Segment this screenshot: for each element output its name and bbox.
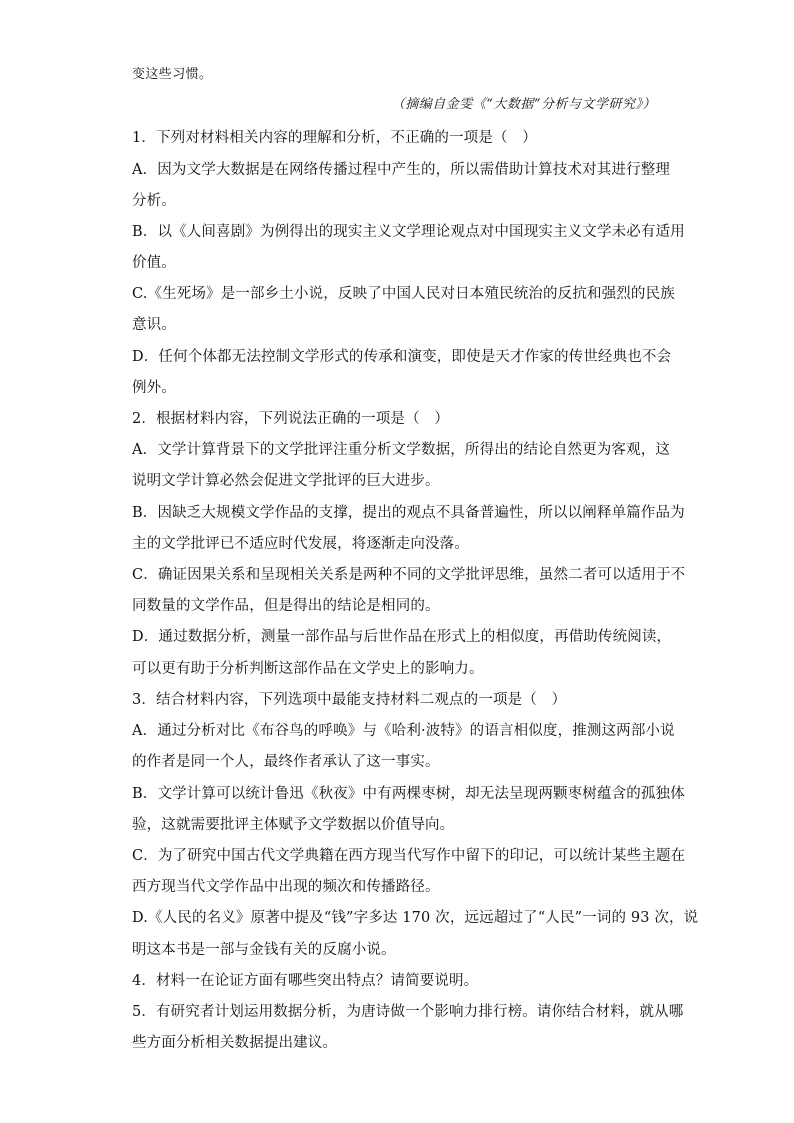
question-1-stem: 1．下列对材料相关内容的理解和分析，不正确的一项是（ ） [132, 130, 537, 146]
question-4-stem: 4．材料一在论证方面有哪些突出特点？请简要说明。 [132, 973, 479, 989]
question-1-option-d: D．任何个体都无法控制文学形式的传承和演变，即使是天才作家的传世经典也不会 [132, 349, 672, 365]
intro-fragment: 变这些习惯。 [132, 67, 213, 82]
question-1-option-a: A．因为文学大数据是在网络传播过程中产生的，所以需借助计算技术对其进行整理 [132, 162, 671, 178]
question-5-stem-cont: 些方面分析相关数据提出建议。 [132, 1035, 338, 1051]
question-1-option-b-cont: 价值。 [132, 255, 176, 271]
question-2-option-d: D．通过数据分析，测量一部作品与后世作品在形式上的相似度，再借助传统阅读， [132, 629, 672, 645]
question-3-option-d-cont: 明这本书是一部与金钱有关的反腐小说。 [132, 942, 396, 958]
question-1-option-a-cont: 分析。 [132, 193, 176, 209]
question-2-option-a-cont: 说明文学计算必然会促进文学批评的巨大进步。 [132, 473, 440, 489]
question-1-option-c-cont: 意识。 [132, 317, 176, 333]
question-2-option-c: C．确证因果关系和呈现相关关系是两种不同的文学批评思维，虽然二者可以适用于不 [132, 567, 686, 583]
question-1-option-c: C.《生死场》是一部乡土小说，反映了中国人民对日本殖民统治的反抗和强烈的民族 [132, 286, 675, 302]
question-3-option-c-cont: 西方现当代文学作品中出现的频次和传播路径。 [132, 879, 440, 895]
question-2-option-d-cont: 可以更有助于分析判断这部作品在文学史上的影响力。 [132, 661, 484, 677]
question-1-option-d-cont: 例外。 [132, 380, 176, 396]
question-3-option-a-cont: 的作者是同一个人，最终作者承认了这一事实。 [132, 754, 440, 770]
question-3-option-a: A．通过分析对比《布谷鸟的呼唤》与《哈利·波特》的语言相似度，推测这两部小说 [132, 723, 675, 739]
question-3-stem: 3．结合材料内容，下列选项中最能支持材料二观点的一项是（ ） [132, 692, 567, 708]
question-2-option-b-cont: 主的文学批评已不适应时代发展，将逐渐走向没落。 [132, 536, 469, 552]
question-2-stem: 2．根据材料内容，下列说法正确的一项是（ ） [132, 411, 450, 427]
question-3-option-b: B．文学计算可以统计鲁迅《秋夜》中有两棵枣树，却无法呈现两颗枣树蕴含的孤独体 [132, 786, 685, 802]
question-1-option-b: B．以《人间喜剧》为例得出的现实主义文学理论观点对中国现实主义文学未必有适用 [132, 224, 685, 240]
question-2-option-b: B．因缺乏大规模文学作品的支撑，提出的观点不具备普遍性，所以以阐释单篇作品为 [132, 505, 685, 521]
question-5-stem: 5．有研究者计划运用数据分析，为唐诗做一个影响力排行榜。请你结合材料，就从哪 [132, 1004, 684, 1020]
question-2-option-a: A．文学计算背景下的文学批评注重分析文学数据，所得出的结论自然更为客观，这 [132, 442, 671, 458]
question-3-option-c: C．为了研究中国古代文学典籍在西方现当代写作中留下的印记，可以统计某些主题在 [132, 848, 686, 864]
source-note: （摘编自金雯《“大数据”分析与文学研究》） [391, 97, 656, 112]
question-2-option-c-cont: 同数量的文学作品，但是得出的结论是相同的。 [132, 598, 440, 614]
question-3-option-b-cont: 验，这就需要批评主体赋予文学数据以价值导向。 [132, 817, 455, 833]
question-3-option-d: D.《人民的名义》原著中提及“钱”字多达 170 次，远远超过了“人民”一词的 93 次，说 [132, 910, 699, 926]
